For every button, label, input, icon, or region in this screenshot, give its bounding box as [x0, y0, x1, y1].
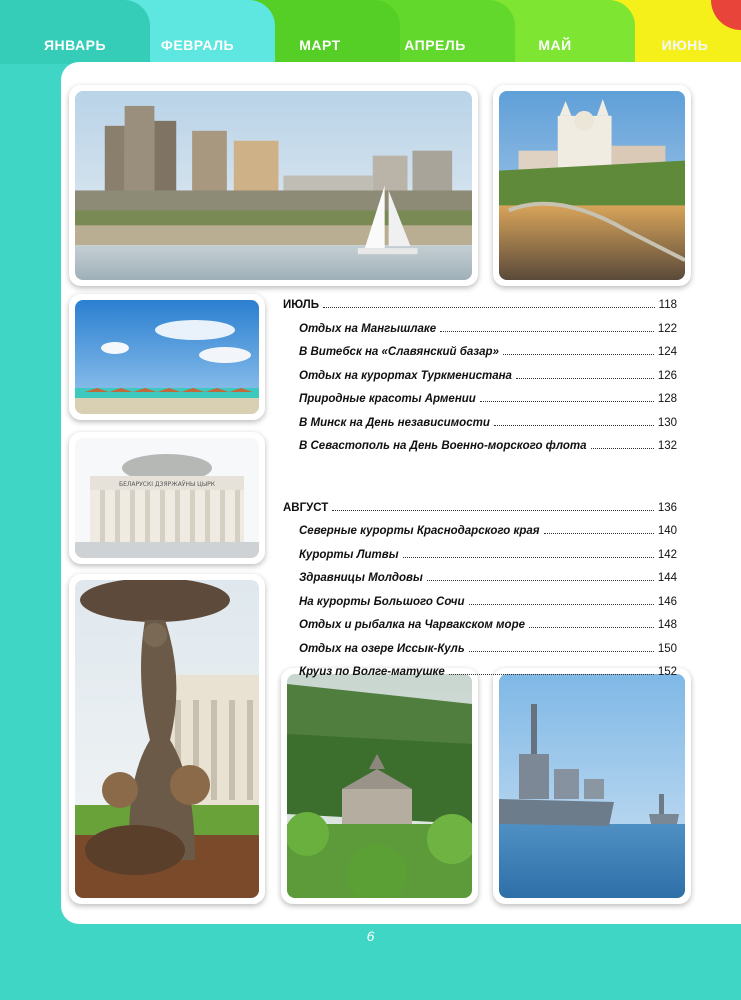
toc-entry-title: В Севастополь на День Военно-морского флота: [299, 440, 587, 452]
photo-fountain-statue: [69, 574, 265, 904]
toc-entry-title: Северные курорты Краснодарского края: [299, 525, 540, 537]
toc-entry-title: Природные красоты Армении: [299, 393, 476, 405]
toc-entry[interactable]: [283, 570, 677, 594]
toc-entry[interactable]: [283, 391, 677, 415]
toc-entry[interactable]: [283, 368, 677, 392]
toc-entry[interactable]: [283, 617, 677, 641]
toc-page-number: 150: [657, 642, 677, 655]
toc-leader-dots: [427, 570, 654, 581]
toc-leader-dots: [332, 500, 653, 511]
toc-page-number: 126: [657, 369, 677, 382]
toc-entry[interactable]: [283, 438, 677, 462]
toc-leader-dots: [529, 617, 654, 628]
toc-page-number: 146: [657, 595, 677, 608]
toc-entry-title: Отдых на курортах Туркменистана: [299, 369, 512, 382]
photo-beach: [69, 294, 265, 420]
photo-sevastopol-warship: [493, 668, 691, 904]
toc-entry[interactable]: [283, 547, 677, 571]
toc-section-gap: [283, 462, 677, 486]
toc-page-number: 124: [657, 346, 677, 358]
toc-entry[interactable]: [283, 415, 677, 439]
toc-entry[interactable]: [283, 664, 677, 688]
tab-march-label: МАРТ: [299, 37, 341, 53]
toc-leader-dots: [591, 438, 654, 449]
table-of-contents: [283, 297, 677, 688]
toc-leader-dots: [516, 368, 654, 379]
toc-page-number: 148: [657, 619, 677, 631]
toc-section-title: АВГУСТ: [283, 501, 329, 514]
tab-april-label: АПРЕЛЬ: [404, 37, 466, 53]
toc-entry-title: Отдых и рыбалка на Чарвакском море: [299, 619, 525, 631]
toc-page-number: 118: [658, 299, 677, 311]
tab-june-label: ИЮНЬ: [661, 37, 709, 53]
toc-page-number: 140: [657, 525, 677, 537]
toc-leader-dots: [469, 594, 654, 605]
toc-page-number: 136: [657, 501, 677, 514]
toc-entry-title: В Минск на День независимости: [299, 416, 490, 429]
toc-leader-dots: [440, 321, 654, 332]
toc-leader-dots: [503, 344, 654, 355]
toc-page-number: 152: [657, 666, 677, 678]
toc-leader-dots: [403, 547, 654, 558]
photo-vitebsk-cathedral: [493, 85, 691, 286]
photo-minsk-circus: [69, 432, 265, 564]
toc-entry-title: На курорты Большого Сочи: [299, 595, 465, 608]
toc-entry-title: В Витебск на «Славянский базар»: [299, 346, 499, 358]
tab-january[interactable]: [0, 0, 150, 64]
tab-february-label: ФЕВРАЛЬ: [160, 37, 235, 53]
toc-leader-dots: [480, 391, 654, 402]
toc-leader-dots: [323, 297, 655, 308]
photo-city-waterfront: [69, 85, 478, 286]
page-number: 6: [366, 928, 375, 944]
toc-entry[interactable]: [283, 594, 677, 618]
toc-entry[interactable]: [283, 344, 677, 368]
tab-january-label: ЯНВАРЬ: [43, 37, 107, 53]
toc-page-number: 122: [657, 322, 677, 335]
toc-page-number: 142: [657, 548, 677, 561]
toc-entry[interactable]: [283, 321, 677, 345]
toc-leader-dots: [544, 523, 654, 534]
toc-entry[interactable]: [283, 641, 677, 665]
toc-page-number: 130: [657, 416, 677, 429]
toc-page-number: 132: [657, 440, 677, 452]
toc-entry-title: Отдых на озере Иссык-Куль: [299, 642, 465, 655]
toc-section-july[interactable]: [283, 297, 677, 321]
toc-section-gap: [283, 486, 677, 500]
toc-page-number: 144: [657, 572, 677, 584]
tab-may-label: МАЙ: [538, 37, 572, 53]
toc-section-august[interactable]: [283, 500, 677, 524]
toc-entry-title: Круиз по Волге-матушке: [299, 666, 445, 678]
circus-sign: БЕЛАРУСКІ ДЗЯРЖАЎНЫ ЦЫРК: [118, 481, 216, 488]
toc-page-number: 128: [657, 393, 677, 405]
toc-leader-dots: [449, 664, 654, 675]
toc-section-title: ИЮЛЬ: [283, 299, 320, 311]
toc-leader-dots: [469, 641, 654, 652]
toc-leader-dots: [494, 415, 654, 426]
month-tabs: [0, 0, 741, 64]
toc-entry-title: Отдых на Мангышлаке: [299, 322, 437, 335]
toc-entry-title: Здравницы Молдовы: [299, 572, 423, 584]
photo-armenia-church: [281, 668, 478, 904]
toc-entry[interactable]: [283, 523, 677, 547]
toc-entry-title: Курорты Литвы: [299, 548, 399, 561]
